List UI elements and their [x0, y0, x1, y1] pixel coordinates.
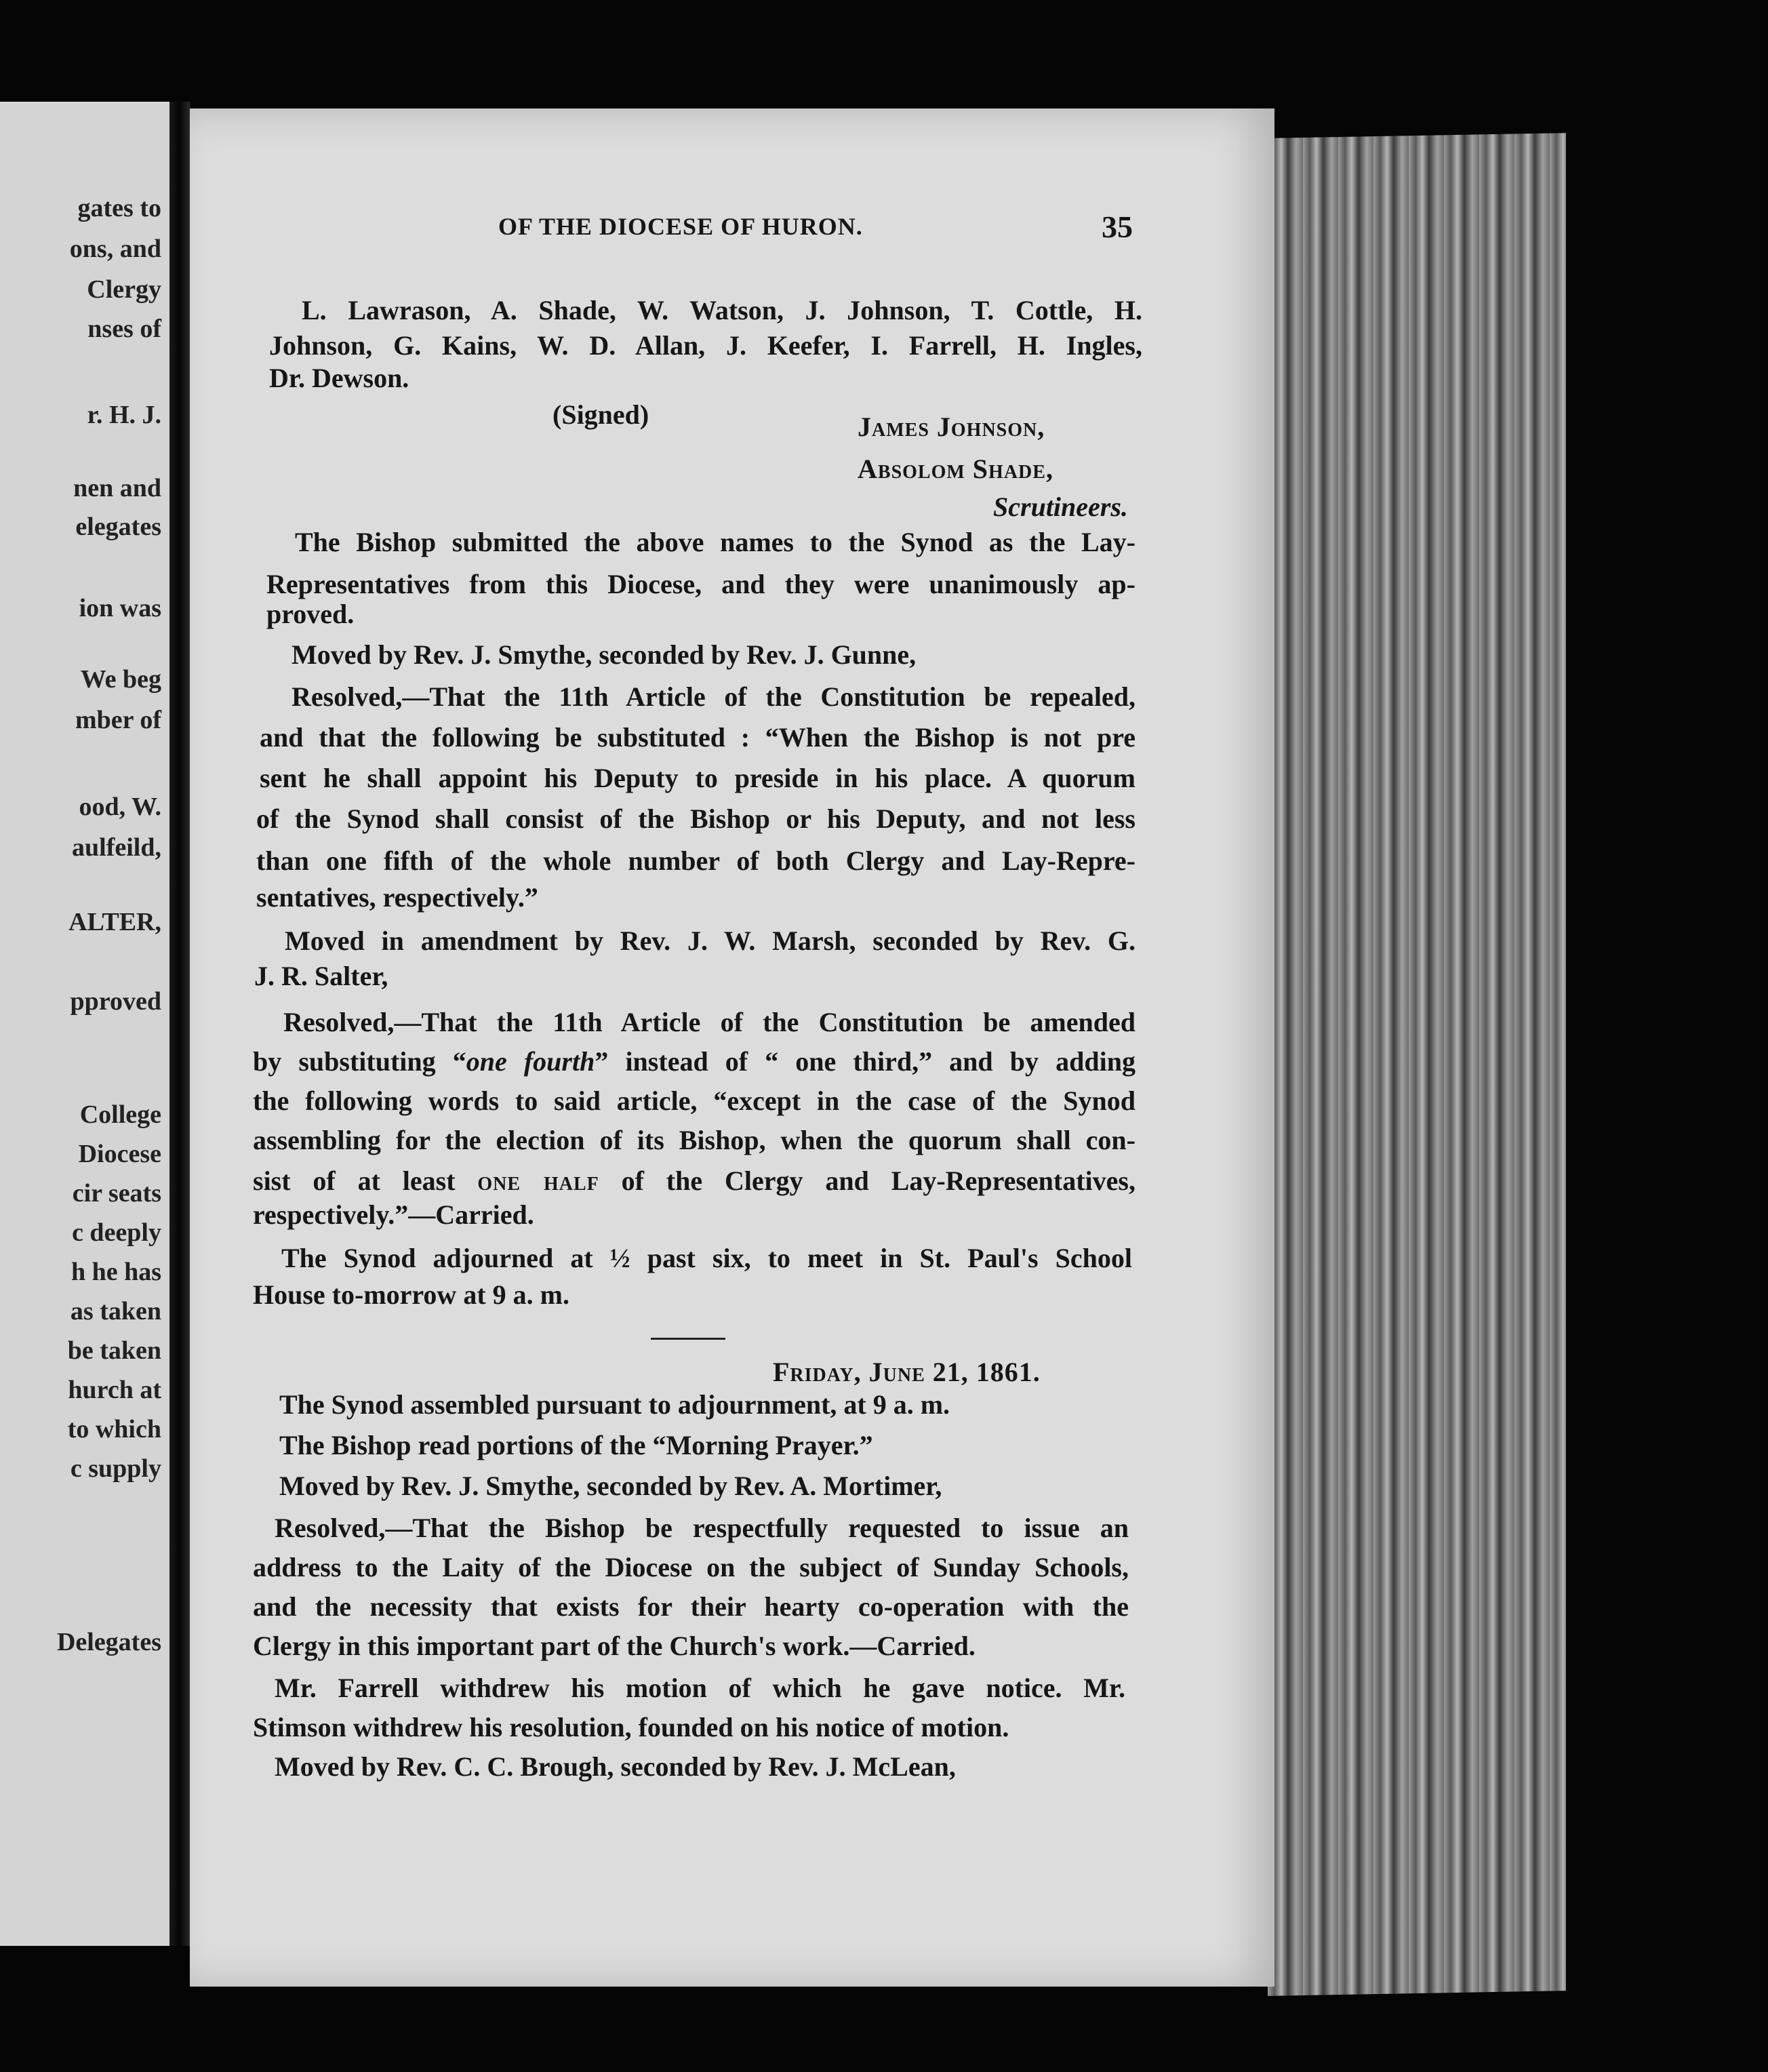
book-gutter [169, 102, 190, 1946]
section-divider [651, 1338, 725, 1340]
left-page-text-fragment: ons, and [69, 235, 161, 263]
text-line: sentatives, respectively.” [256, 882, 538, 913]
text-line: The Synod assembled pursuant to adjournment, at 9 a. m. [279, 1389, 950, 1420]
text-line: Resolved,—That the Bishop be respectfully requested to issue an [275, 1513, 1129, 1543]
left-page-text-fragment: h he has [71, 1258, 161, 1286]
text-line: sent he shall appoint his Deputy to preside in his place. A quorum [260, 763, 1136, 793]
left-page-text-fragment: aulfeild, [72, 833, 161, 862]
left-page-text-fragment: elegates [75, 513, 161, 541]
left-page-text-fragment: Diocese [78, 1140, 161, 1168]
text-line: Mr. Farrell withdrew his motion of which he gave notice. Mr. [275, 1673, 1125, 1703]
text-fragment: by substituting “ [253, 1046, 466, 1077]
text-line: The Bishop read portions of the “Morning Prayer.” [279, 1430, 873, 1460]
left-page-text-fragment: c supply [70, 1454, 161, 1483]
text-line: the following words to said article, “except in the case of the Synod [253, 1085, 1136, 1116]
left-page-text-fragment: be taken [67, 1336, 161, 1365]
text-fragment: of the Clergy and Lay-Representatives, [599, 1166, 1136, 1196]
left-page-text-fragment: College [79, 1100, 161, 1129]
left-page-text-fragment: ood, W. [79, 793, 161, 821]
left-page-text-fragment: c deeply [72, 1218, 161, 1247]
text-line: The Bishop submitted the above names to the Synod as the Lay- [295, 527, 1136, 557]
text-line: and the necessity that exists for their hearty co-operation with the [253, 1591, 1129, 1622]
text-fragment: sist of at least [253, 1166, 478, 1196]
text-line: address to the Laity of the Diocese on the subject of Sunday Schools, [253, 1552, 1129, 1582]
signatory-name: Absolom Shade, [858, 454, 1053, 484]
text-line: Moved in amendment by Rev. J. W. Marsh, seconded by Rev. G. [285, 925, 1136, 956]
text-line: Moved by Rev. J. Smythe, seconded by Rev. A. Mortimer, [279, 1471, 942, 1501]
left-page-text-fragment: We beg [80, 665, 161, 694]
text-line: than one fifth of the whole number of both Clergy and Lay-Repre- [256, 845, 1136, 876]
signatory-name: James Johnson, [858, 412, 1045, 442]
left-page-text-fragment: nen and [73, 474, 161, 502]
left-page-text-fragment: pproved [70, 987, 161, 1016]
text-line: assembling for the election of its Bishop, when the quorum shall con- [253, 1125, 1136, 1155]
running-head: OF THE DIOCESE OF HURON. [498, 213, 863, 240]
left-page-text-fragment: hurch at [68, 1376, 161, 1404]
italic-phrase: one fourth [466, 1046, 595, 1077]
date-heading: Friday, June 21, 1861. [773, 1357, 1041, 1387]
left-page-text-fragment: mber of [75, 706, 161, 734]
text-line: proved. [266, 599, 355, 629]
left-page-text-fragment: Clergy [87, 275, 161, 304]
left-page-text-fragment: ALTER, [68, 908, 161, 936]
left-page-text-fragment: to which [67, 1415, 161, 1443]
text-line: of the Synod shall consist of the Bishop or his Deputy, and not less [256, 803, 1136, 834]
small-caps-phrase: one half [477, 1166, 599, 1196]
text-line: Moved by Rev. J. Smythe, seconded by Rev. J. Gunne, [292, 639, 917, 670]
text-line: Clergy in this important part of the Church's work.—Carried. [253, 1631, 976, 1661]
text-line: Resolved,—That the 11th Article of the Constitution be repealed, [292, 681, 1136, 712]
text-fragment: ” instead of “ one third,” and by adding [595, 1046, 1136, 1077]
text-line: Resolved,—That the 11th Article of the Constitution be amended [283, 1007, 1136, 1037]
left-page-text-fragment: gates to [77, 194, 161, 222]
text-line: and that the following be substituted : “When the Bishop is not pre [260, 722, 1136, 753]
left-page-text-fragment: cir seats [72, 1179, 161, 1208]
left-page-text-fragment: ion was [79, 594, 161, 622]
left-page-text-fragment: nses of [87, 315, 161, 343]
text-line: respectively.”—Carried. [253, 1199, 534, 1230]
left-page-text-fragment: as taken [70, 1297, 161, 1326]
text-line: The Synod adjourned at ½ past six, to meet in St. Paul's School [281, 1243, 1132, 1273]
text-line [253, 1048, 1136, 1075]
scrutineers-label: Scrutineers. [993, 492, 1128, 522]
left-page-text-fragment: Delegates [56, 1628, 161, 1656]
left-page-text-fragment: r. H. J. [87, 401, 161, 429]
previous-page-fragment [0, 102, 169, 1946]
text-line: Johnson, G. Kains, W. D. Allan, J. Keefer, I. Farrell, H. Ingles, [269, 330, 1142, 361]
text-line: House to-morrow at 9 a. m. [253, 1279, 569, 1310]
page-number: 35 [1102, 210, 1133, 244]
text-line: L. Lawrason, A. Shade, W. Watson, J. Johnson, T. Cottle, H. [302, 295, 1142, 325]
text-line: Stimson withdrew his resolution, founded on his notice of motion. [253, 1712, 1009, 1742]
text-line: Moved by Rev. C. C. Brough, seconded by Rev. J. McLean, [275, 1751, 956, 1782]
signed-label: (Signed) [552, 399, 649, 430]
book-page-edges [1268, 133, 1566, 1996]
text-line: Dr. Dewson. [269, 363, 409, 393]
text-line [253, 1168, 1136, 1195]
text-line: Representatives from this Diocese, and they were unanimously ap- [266, 569, 1136, 599]
text-line: J. R. Salter, [254, 961, 388, 991]
